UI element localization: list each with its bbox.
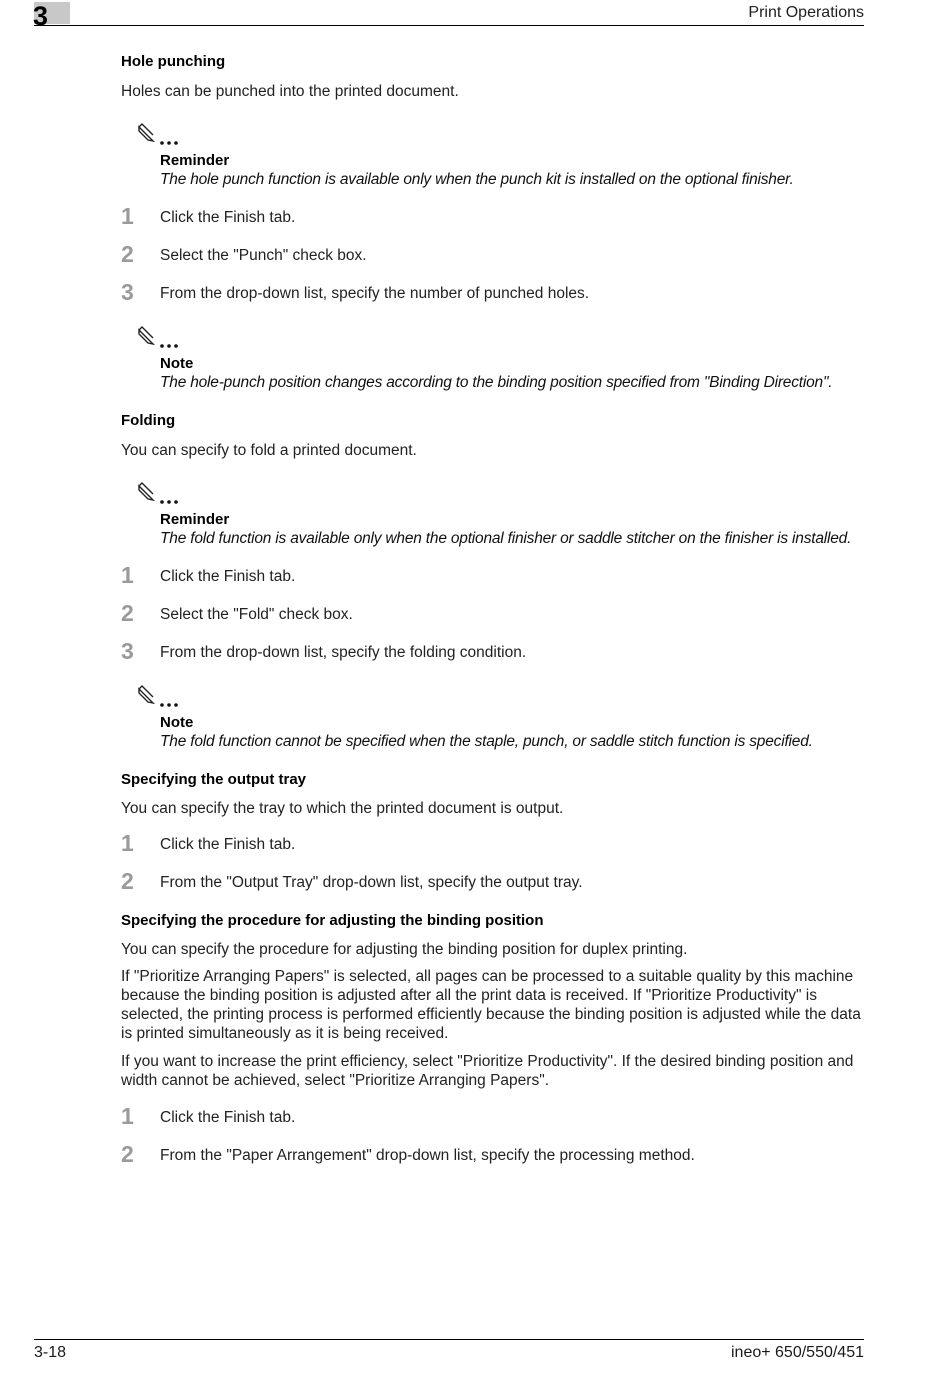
step-text: Select the "Punch" check box.	[160, 247, 367, 264]
step-text: From the "Paper Arrangement" drop-down list, specify the processing method.	[160, 1147, 695, 1164]
paragraph: If you want to increase the print efficiency, select "Prioritize Productivity". If the desired binding position and width cannot be achieved, select "Prioritize Arranging Papers".	[121, 1053, 854, 1089]
step-text: From the drop-down list, specify the folding condition.	[160, 644, 527, 661]
step-number: 2	[121, 1141, 134, 1167]
footer-divider	[34, 1339, 864, 1340]
page-number: 3-18	[34, 1344, 67, 1361]
heading-binding-position: Specifying the procedure for adjusting the binding position	[121, 912, 544, 929]
reminder-text: The hole punch function is available only when the punch kit is installed on the optional finisher.	[160, 171, 794, 188]
step-text: Click the Finish tab.	[160, 836, 296, 853]
pencil-note-icon	[136, 684, 186, 710]
step-number: 2	[121, 868, 134, 894]
note-label: Note	[160, 355, 194, 372]
section-title: Print Operations	[748, 4, 864, 21]
reminder-text: The fold function is available only when the optional finisher or saddle stitcher on the finisher is installed.	[160, 530, 852, 547]
step-number: 2	[121, 600, 134, 626]
step-number: 3	[121, 279, 134, 305]
heading-folding: Folding	[121, 412, 176, 429]
note-text: The fold function cannot be specified when the staple, punch, or saddle stitch function is specified.	[160, 733, 813, 750]
step-number: 1	[121, 203, 134, 229]
step-number: 2	[121, 241, 134, 267]
step-number: 1	[121, 562, 134, 588]
note-text: The hole-punch position changes according to the binding position specified from "Binding Direction".	[160, 374, 833, 391]
paragraph: You can specify the procedure for adjusting the binding position for duplex printing.	[121, 941, 688, 958]
product-name: ineo+ 650/550/451	[730, 1344, 864, 1361]
step-number: 1	[121, 830, 134, 856]
step-text: Click the Finish tab.	[160, 1109, 296, 1126]
step-text: From the drop-down list, specify the number of punched holes.	[160, 285, 590, 302]
pencil-note-icon	[136, 325, 186, 351]
heading-hole-punching: Hole punching	[121, 53, 226, 70]
paragraph: Holes can be punched into the printed document.	[121, 83, 459, 100]
reminder-label: Reminder	[160, 511, 230, 528]
step-number: 3	[121, 638, 134, 664]
paragraph: If "Prioritize Arranging Papers" is selected, all pages can be processed to a suitable quality by this machine because the binding position is adjusted after all the print data is received. If "Prioritize Productivity" is selected, the printing process is performed efficiently because the binding position is adjusted while the data is printed simultaneously as it is being received.	[121, 968, 861, 1042]
step-number: 1	[121, 1103, 134, 1129]
step-text: From the "Output Tray" drop-down list, specify the output tray.	[160, 874, 583, 891]
paragraph: You can specify the tray to which the printed document is output.	[121, 800, 564, 817]
chapter-number: 3	[33, 1, 49, 31]
paragraph: You can specify to fold a printed document.	[121, 442, 417, 459]
pencil-note-icon	[136, 122, 186, 148]
step-text: Select the "Fold" check box.	[160, 606, 353, 623]
reminder-label: Reminder	[160, 152, 230, 169]
step-text: Click the Finish tab.	[160, 209, 296, 226]
pencil-note-icon	[136, 481, 186, 507]
step-text: Click the Finish tab.	[160, 568, 296, 585]
note-label: Note	[160, 714, 194, 731]
heading-output-tray: Specifying the output tray	[121, 771, 307, 788]
header-divider	[34, 25, 864, 26]
